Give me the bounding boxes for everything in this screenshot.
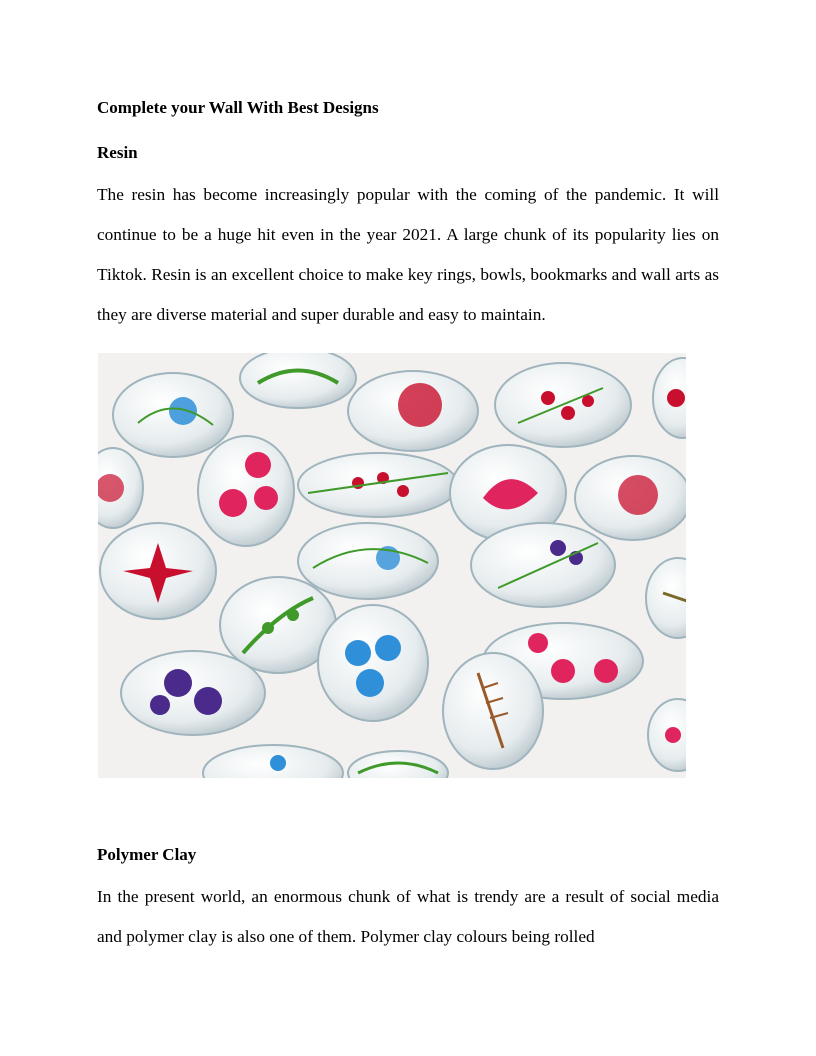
section-heading-resin: Resin: [97, 143, 138, 162]
resin-piece-red-burst: [575, 456, 686, 540]
resin-piece-blue-hydrangea: [318, 605, 428, 721]
resin-line-1: The resin has become increasingly popular with the coming of the pandemic. It: [97, 185, 685, 204]
resin-piece-pink-flowers: [198, 436, 294, 546]
resin-line-3: lies on Tiktok. Resin is an excellent choice to make key rings, bowls, bookmarks: [97, 225, 719, 284]
resin-piece-purple-sprig: [471, 523, 615, 607]
resin-piece-green-top: [240, 353, 356, 408]
resin-pieces-illustration: [98, 353, 686, 778]
polymer-clay-paragraph: [97, 877, 719, 957]
resin-piece-red-lily: [100, 523, 216, 619]
resin-flowers-photo: [98, 353, 686, 778]
resin-paragraph: [97, 175, 719, 335]
polymer-line-1: In the present world, an enormous chunk of what is trendy are a result of social: [97, 887, 671, 906]
document-title: Complete your Wall With Best Designs: [97, 98, 379, 117]
resin-piece-blue-sprig: [113, 373, 233, 457]
resin-piece-berries: [298, 453, 458, 517]
resin-piece-purple-violets: [121, 651, 265, 735]
resin-line-2: will continue to be a huge hit even in the year 2021. A large chunk of its popularity: [97, 185, 719, 244]
resin-piece-red-star: [348, 371, 478, 451]
resin-piece-brown-fern: [443, 653, 543, 769]
polymer-line-2: media and polymer clay is also one of them. Polymer clay colours being rolled: [97, 887, 719, 946]
resin-piece-red-sprays: [495, 363, 631, 447]
resin-piece-blue-sprays: [298, 523, 438, 599]
resin-line-4: and wall arts as they are diverse material and super durable and easy to maintain.: [97, 265, 719, 324]
section-heading-polymer-clay: Polymer Clay: [97, 845, 197, 864]
